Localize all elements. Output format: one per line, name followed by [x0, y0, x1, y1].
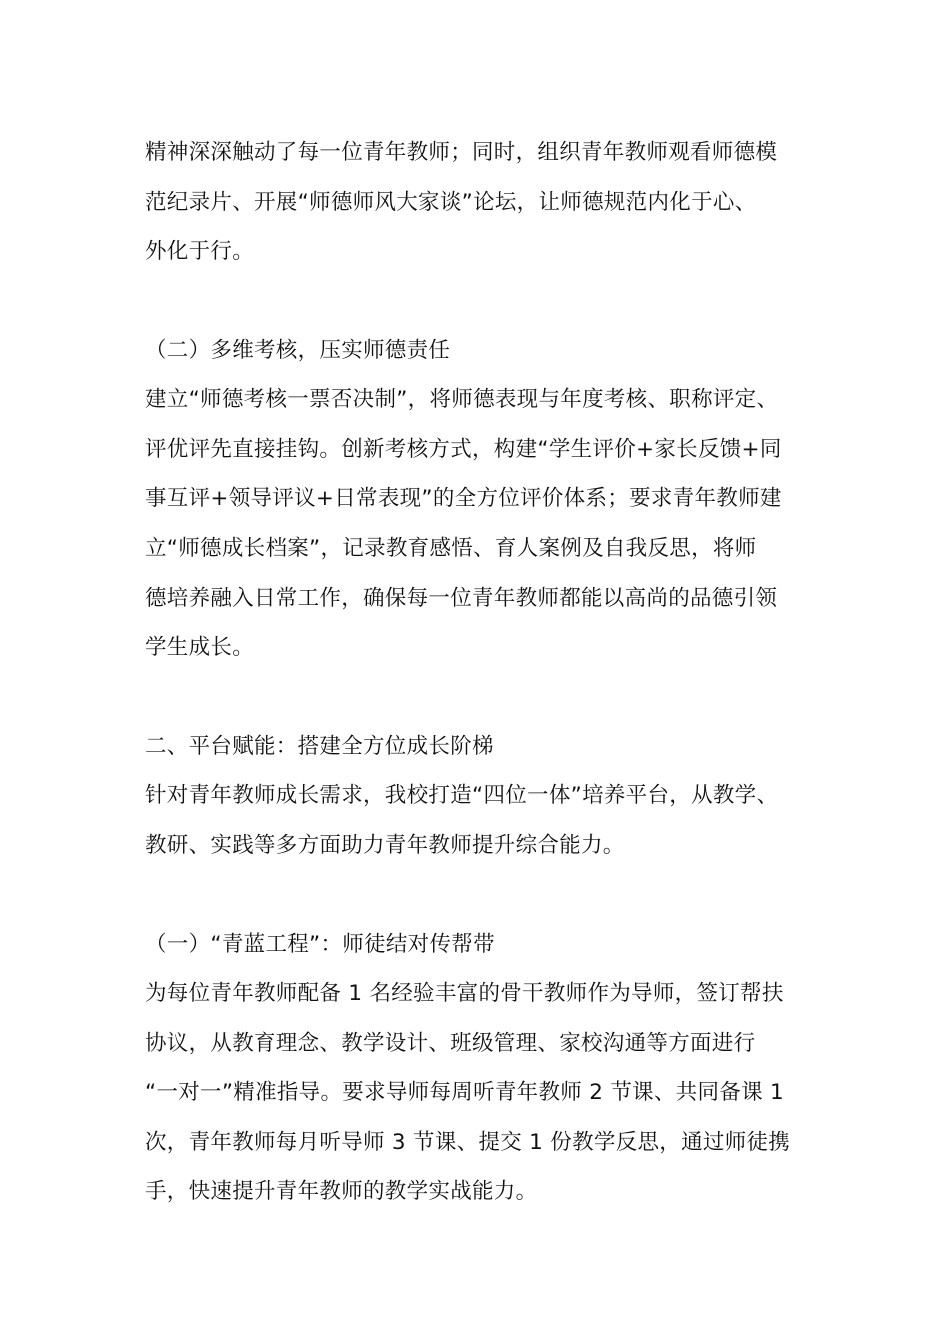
paragraph-line: 立“师德成长档案”，记录教育感悟、育人案例及自我反思，将师 — [145, 536, 757, 561]
paragraph-line: 范纪录片、开展“师德师风大家谈”论坛，让师德规范内化于心、 — [145, 190, 757, 215]
paragraph-line: 德培养融入日常工作，确保每一位青年教师都能以高尚的品德引领 — [145, 586, 778, 611]
paragraph-line: 教研、实践等多方面助力青年教师提升综合能力。 — [145, 833, 625, 858]
section-heading: （二）多维考核，压实师德责任 — [145, 338, 451, 363]
paragraph-line: “一对一”精准指导。要求导师每周听青年教师 2 节课、共同备课 1 — [145, 1080, 785, 1105]
paragraph-line: 针对青年教师成长需求，我校打造“四位一体”培养平台，从教学、 — [145, 783, 779, 808]
paragraph-line: 手，快速提升青年教师的教学实战能力。 — [145, 1179, 538, 1204]
paragraph-line: 建立“师德考核一票否决制”，将师德表现与年度考核、职称评定、 — [145, 387, 779, 412]
paragraph-line: 外化于行。 — [145, 239, 255, 264]
section-heading: （一）“青蓝工程”：师徒结对传帮带 — [145, 932, 495, 957]
paragraph-line: 协议，从教育理念、教学设计、班级管理、家校沟通等方面进行 — [145, 1031, 756, 1056]
paragraph-line: 精神深深触动了每一位青年教师；同时，组织青年教师观看师德模 — [145, 140, 778, 165]
paragraph-line: 学生成长。 — [145, 635, 255, 660]
paragraph-line: 事互评+领导评议+日常表现”的全方位评价体系；要求青年教师建 — [145, 486, 782, 511]
paragraph-line: 评优评先直接挂钩。创新考核方式，构建“学生评价+家长反馈+同 — [145, 437, 782, 462]
section-heading: 二、平台赋能：搭建全方位成长阶梯 — [145, 734, 494, 759]
paragraph-line: 次，青年教师每月听导师 3 节课、提交 1 份教学反思，通过师徒携 — [145, 1130, 791, 1155]
paragraph-line: 为每位青年教师配备 1 名经验丰富的骨干教师作为导师，签订帮扶 — [145, 981, 784, 1006]
